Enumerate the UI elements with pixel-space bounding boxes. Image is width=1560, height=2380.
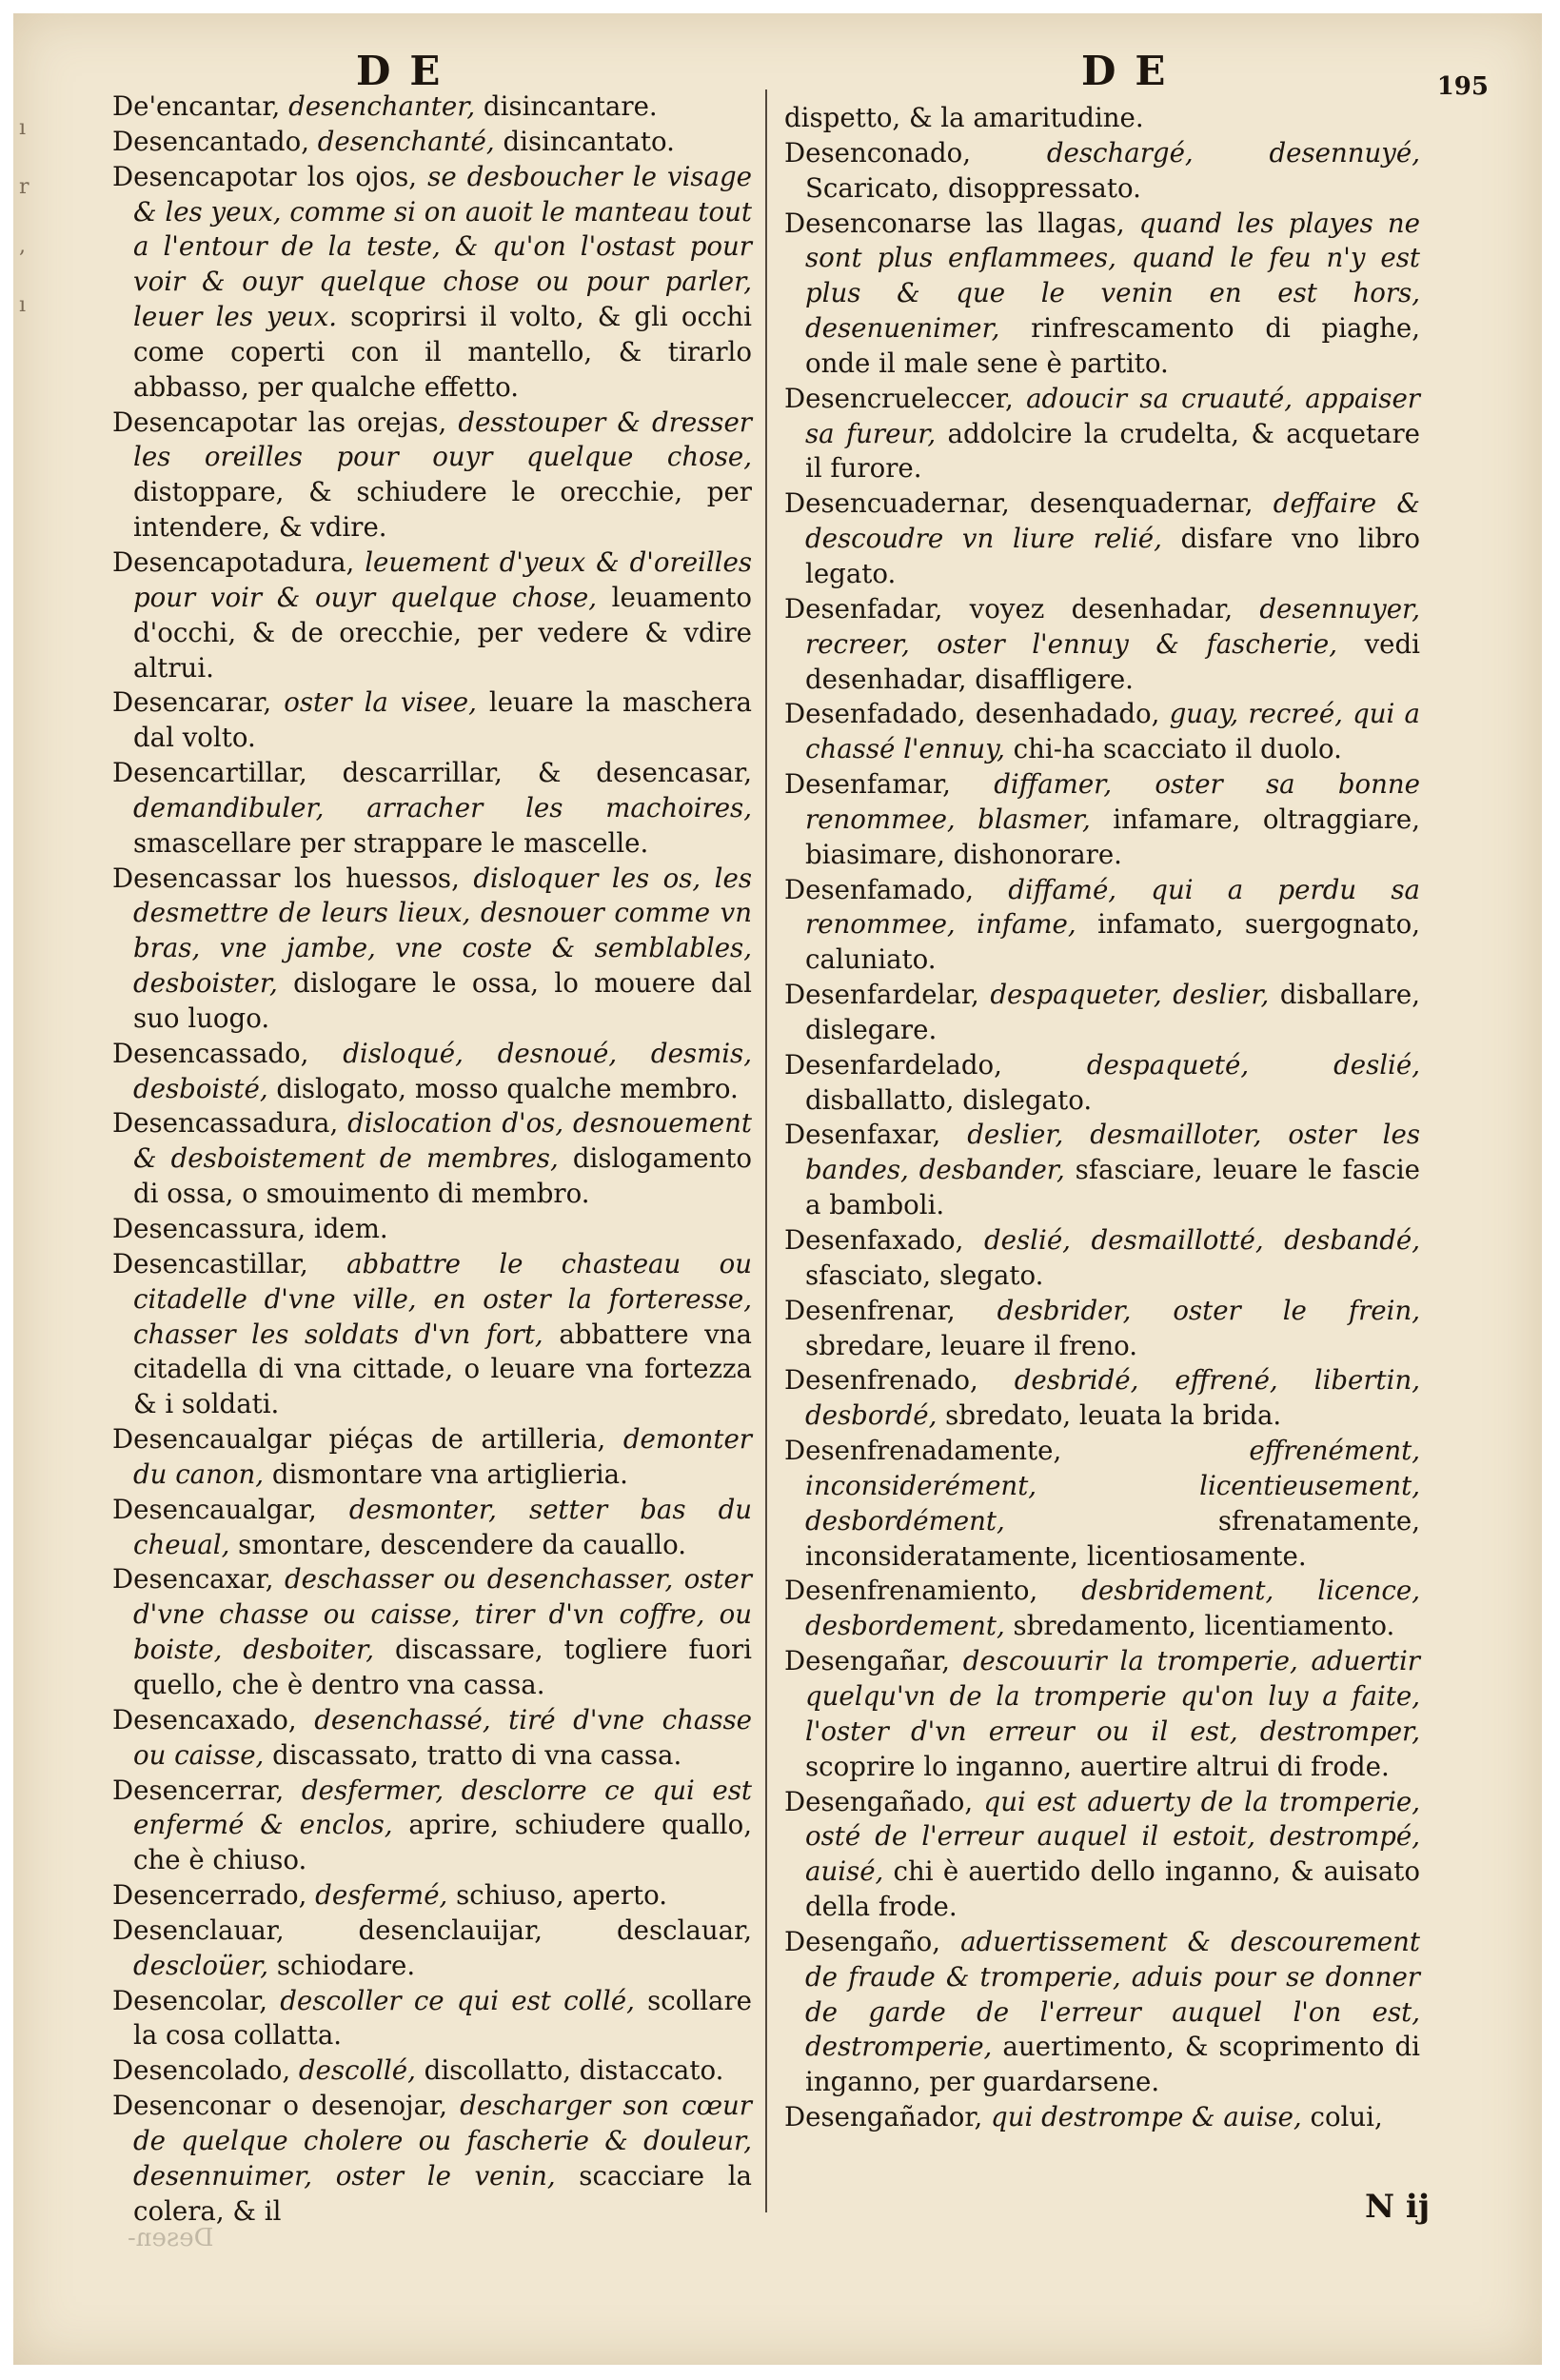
show-through-text: Desen- [128, 2224, 214, 2252]
entry-italian: disballare, dislegare. [805, 979, 1420, 1045]
dictionary-entry [112, 1247, 752, 1422]
entry-italian: idem. [313, 1213, 388, 1244]
dictionary-entry [784, 767, 1420, 873]
entry-french: desbridement, licence, desbordement, [805, 1575, 1420, 1642]
entry-italian: scollare la cosa collatta. [133, 1984, 752, 2052]
dictionary-entry [784, 486, 1420, 592]
entry-french: deslié, desmaillotté, desbandé, [984, 1224, 1420, 1256]
entry-french: descloüer, [133, 1949, 269, 1981]
entry-french: desstouper & dresser les oreilles pour ouyr quelque chose, [133, 406, 752, 473]
dictionary-entry [784, 101, 1420, 136]
entry-french: dislocation d'os, desnouement & desboistement de membres, [133, 1107, 752, 1175]
entry-italian: distoppare, & schiudere le orecchie, per intendere, & vdire. [133, 476, 752, 544]
dictionary-entry [784, 136, 1420, 207]
entry-headword: Desencaualgar, [112, 1493, 317, 1525]
entry-french: aduertissement & descourement de fraude & tromperie, aduis pour se donner de garde de l'erreur auquel l'on est, destromperie, [805, 1925, 1420, 2063]
entry-headword: Desenclauar, desenclauijar, desclauar, [112, 1914, 752, 1946]
entry-french: desfermé, [315, 1879, 448, 1912]
entry-italian: sbredamento, licentiamento. [1013, 1610, 1395, 1642]
dictionary-entry [784, 1223, 1420, 1294]
entry-italian: dispetto, & la amaritudine. [784, 102, 1144, 133]
dictionary-entry [784, 207, 1420, 382]
entry-headword: Desengañado, [784, 1785, 974, 1817]
entry-headword: Desencaxar, [112, 1563, 274, 1596]
entry-italian: colui, [1310, 2101, 1383, 2133]
entry-italian: sfasciato, slegato. [805, 1259, 1044, 1291]
entry-headword: Desencassado, [112, 1037, 309, 1069]
entry-italian: sbredato, leuata la brida. [945, 1399, 1282, 1432]
entry-french: oster la visee, [284, 686, 477, 719]
entry-headword: Desenfrenadamente, [784, 1435, 1062, 1467]
dictionary-entry [112, 756, 752, 862]
column-rule [765, 89, 767, 2212]
entry-headword: Desenconado, [784, 136, 972, 169]
entry-french: descharger son cœur de quelque cholere ou fascherie & douleur, desennuimer, oster le venin, [133, 2090, 752, 2192]
entry-french: desennuyer, recreer, oster l'ennuy & fascherie, [805, 592, 1420, 660]
entry-french: quand les playes ne sont plus enflammees, quand le feu n'y est plus & que le venin en est hors, desenuenimer, [805, 207, 1420, 345]
dictionary-entry [784, 1294, 1420, 1364]
entry-italian: sbredare, leuare il freno. [805, 1329, 1138, 1361]
entry-french: desbridé, effrené, libertin, desbordé, [805, 1364, 1420, 1432]
entry-headword: Desencassar los huessos, [112, 862, 460, 894]
entry-french: despaqueté, deslié, [1086, 1048, 1420, 1081]
entry-french: demandibuler, arracher les machoires, [133, 791, 752, 823]
entry-headword: Desenconar o desenojar, [112, 2090, 447, 2122]
entry-headword: De'encantar, [112, 90, 281, 122]
left-column [112, 89, 752, 2229]
entry-headword: Desencassadura, [112, 1107, 339, 1140]
entry-italian: schiodare. [276, 1949, 416, 1981]
entry-french: se desboucher le visage & les yeux, comme si on auoit le manteau tout a l'entour de la teste, & qu'on l'ostast pour voir & ouyr quelque chose ou pour parler, leuer les yeux. [133, 160, 752, 333]
entry-french: descouurir la tromperie, aduertir quelqu'vn de la tromperie qu'on luy a faite, l'oster d'vn erreur ou il est, destromper, [805, 1645, 1420, 1747]
entry-headword: Desencastillar, [112, 1247, 308, 1279]
entry-headword: Desenfrenar, [784, 1294, 956, 1326]
entry-french: desmonter, setter bas du cheual, [133, 1493, 753, 1560]
dictionary-entry [112, 1562, 752, 1702]
entry-french: guay, recreé, qui a chassé l'ennuy, [805, 698, 1420, 765]
entry-french: demonter du canon, [133, 1423, 752, 1490]
entry-italian: scoprire lo inganno, auertire altrui di frode. [805, 1750, 1390, 1782]
entry-headword: Desenfardelado, [784, 1048, 1002, 1081]
running-head-left: DE [356, 48, 460, 94]
dictionary-entry [112, 1037, 752, 1107]
entry-italian: chi-ha scacciato il duolo. [1013, 733, 1342, 765]
dictionary-entry [112, 1703, 752, 1774]
dictionary-entry [112, 125, 752, 160]
entry-french: effrenément, inconsiderément, licentieusement, desbordément, [805, 1435, 1420, 1537]
entry-headword: Desencrueleccer, [784, 382, 1014, 414]
entry-headword: Desenfamado, [784, 873, 975, 905]
entry-italian: disballatto, dislegato. [805, 1083, 1093, 1116]
entry-headword: Desenfaxado, [784, 1224, 964, 1256]
dictionary-entry [112, 160, 752, 406]
entry-italian: dislogamento di ossa, o smouimento di membro. [133, 1142, 752, 1210]
entry-headword: Desenfadar, voyez desenhadar, [784, 592, 1234, 625]
entry-french: adoucir sa cruauté, appaiser sa fureur, [805, 382, 1420, 449]
entry-french: abbattre le chasteau ou citadelle d'vne ville, en oster la forteresse, chasser les soldats d'vn fort, [133, 1247, 752, 1350]
entry-headword: Desencolado, [112, 2054, 291, 2087]
entry-headword: Desencerrado, [112, 1879, 307, 1912]
entry-french: deffaire & descoudre vn liure relié, [805, 487, 1420, 555]
entry-french: deschargé, desennuyé, [1046, 136, 1420, 169]
entry-french: desbrider, oster le frein, [997, 1294, 1420, 1326]
entry-french: desenchassé, tiré d'vne chasse ou caisse, [133, 1703, 752, 1771]
entry-italian: discollatto, distaccato. [424, 2054, 724, 2087]
entry-french: leuement d'yeux & d'oreilles pour voir & ouyr quelque chose, [133, 545, 752, 613]
dictionary-entry [112, 1984, 752, 2054]
entry-headword: Desenfaxar, [784, 1119, 941, 1151]
entry-italian: vedi desenhadar, disaffligere. [805, 627, 1420, 695]
dictionary-entry [784, 1574, 1420, 1644]
entry-italian: dislogare le ossa, lo mouere dal suo luogo. [133, 967, 752, 1034]
entry-headword: Desencerrar, [112, 1774, 285, 1806]
dictionary-entry [784, 1363, 1420, 1434]
entry-italian: scoprirsi il volto, & gli occhi come coperti con il mantello, & tirarlo abbasso, per qualche effetto. [133, 301, 752, 403]
entry-headword: Desencuadernar, desenquadernar, [784, 487, 1254, 520]
entry-french: disloquer les os, les desmettre de leurs lieux, desnouer comme vn bras, vne jambe, vne coste & semblables, desboister, [133, 862, 752, 1000]
entry-french: despaqueter, deslier, [990, 979, 1270, 1011]
dictionary-entry [112, 2053, 752, 2089]
entry-headword: Desencaxado, [112, 1703, 297, 1735]
entry-french: desfermer, desclorre ce qui est enfermé & enclos, [133, 1774, 752, 1841]
dictionary-entry [112, 862, 752, 1037]
entry-french: qui est aduerty de la tromperie, osté de l'erreur auquel il estoit, destrompé, auisé, [805, 1785, 1420, 1888]
entry-headword: Desenfamar, [784, 768, 951, 801]
entry-french: deschasser ou desenchasser, oster d'vne chasse ou caisse, tirer d'vn coffre, ou boiste, desboiter, [133, 1563, 752, 1666]
dictionary-entry [112, 1914, 752, 1984]
page-number: 195 [1436, 72, 1489, 101]
dictionary-entry [784, 1434, 1420, 1574]
entry-headword: Desenfrenamiento, [784, 1575, 1038, 1607]
dictionary-entry [112, 685, 752, 756]
dictionary-entry [784, 1785, 1420, 1925]
margin-bleed-marks: ı r , ı [19, 116, 30, 317]
entry-headword: Desencapotadura, [112, 545, 355, 578]
dictionary-entry [784, 873, 1420, 979]
dictionary-entry [112, 1493, 752, 1563]
entry-headword: Desenfadado, desenhadado, [784, 698, 1160, 730]
entry-italian: infamare, oltraggiare, biasimare, dishonorare. [805, 803, 1420, 870]
entry-italian: aprire, schiudere quallo, che è chiuso. [133, 1809, 752, 1876]
entry-headword: Desengañar, [784, 1645, 950, 1677]
entry-french: desenchanté, [317, 125, 495, 157]
entry-italian: discassare, togliere fuori quello, che è dentro vna cassa. [133, 1634, 752, 1700]
book-page [13, 13, 1542, 2365]
entry-italian: infamato, suergognato, caluniato. [805, 908, 1420, 976]
entry-french: diffamé, qui a perdu sa renommee, infame, [805, 873, 1420, 941]
entry-headword: Desencapotar las orejas, [112, 406, 447, 438]
entry-headword: Desencantado, [112, 125, 309, 157]
dictionary-entry [112, 89, 752, 125]
dictionary-entry [784, 978, 1420, 1048]
dictionary-entry [112, 1212, 752, 1247]
dictionary-entry [112, 1106, 752, 1212]
dictionary-entry [112, 1422, 752, 1493]
dictionary-entry [112, 545, 752, 685]
entry-italian: addolcire la crudelta, & acquetare il furore. [805, 417, 1421, 485]
running-head-right: DE [1081, 48, 1185, 94]
entry-italian: leuamento d'occhi, & de orecchie, per vedere & vdire altrui. [133, 581, 752, 684]
dictionary-entry [112, 1774, 752, 1879]
entry-italian: abbattere vna citadella di vna cittade, o leuare vna fortezza & i soldati. [133, 1318, 752, 1420]
dictionary-entry [784, 592, 1420, 698]
entry-italian: discassato, tratto di vna cassa. [272, 1738, 682, 1771]
right-column [784, 101, 1420, 2135]
signature-mark: N ij [1365, 2188, 1431, 2226]
entry-italian: sfasciare, leuare le fascie a bamboli. [805, 1154, 1420, 1221]
entry-headword: Desencartillar, descarrillar, & desencasar, [112, 757, 752, 789]
entry-french: descollé, [298, 2054, 416, 2087]
entry-italian: scacciare la colera, & il [133, 2159, 752, 2227]
entry-french: diffamer, oster sa bonne renommee, blasmer, [805, 768, 1420, 835]
entry-italian: chi è auertido dello inganno, & auisato della frode. [805, 1855, 1420, 1923]
entry-italian: schiuso, aperto. [456, 1879, 668, 1912]
dictionary-entry [112, 1878, 752, 1914]
entry-italian: Scaricato, disoppressato. [805, 171, 1141, 204]
entry-headword: Desencaualgar piéças de artilleria, [112, 1423, 606, 1456]
dictionary-entry [784, 1925, 1420, 2100]
entry-italian: leuare la maschera dal volto. [133, 686, 752, 754]
entry-french: desenchanter, [288, 90, 476, 122]
dictionary-entry [784, 1644, 1420, 1784]
dictionary-entry [784, 1048, 1420, 1119]
entry-italian: disincantare. [483, 90, 658, 122]
entry-french: deslier, desmailloter, oster les bandes, desbander, [805, 1119, 1420, 1186]
entry-headword: Desengaño, [784, 1925, 940, 1957]
entry-italian: disincantato. [503, 125, 675, 157]
entry-headword: Desenfardelar, [784, 979, 979, 1011]
dictionary-entry [784, 1118, 1420, 1223]
entry-headword: Desencapotar los ojos, [112, 160, 418, 192]
dictionary-entry [784, 2100, 1420, 2135]
entry-italian: rinfrescamento di piaghe, onde il male sene è partito. [805, 312, 1420, 379]
entry-italian: disfare vno libro legato. [805, 523, 1420, 589]
entry-italian: sfrenatamente, inconsideratamente, licentiosamente. [805, 1504, 1420, 1572]
dictionary-entry [784, 697, 1420, 767]
entry-headword: Desenconarse las llagas, [784, 207, 1125, 239]
entry-italian: dismontare vna artiglieria. [271, 1458, 628, 1490]
entry-italian: smontare, descendere da cauallo. [238, 1528, 687, 1560]
entry-headword: Desengañador, [784, 2101, 983, 2133]
entry-headword: Desencolar, [112, 1984, 267, 2016]
entry-french: qui destrompe & auise, [991, 2101, 1302, 2133]
entry-italian: dislogato, mosso qualche membro. [276, 1072, 739, 1104]
dictionary-entry [112, 2089, 752, 2229]
entry-french: descoller ce qui est collé, [280, 1984, 635, 2016]
entry-headword: Desenfrenado, [784, 1364, 978, 1397]
entry-italian: smascellare per strappare le mascelle. [133, 826, 649, 859]
entry-french: disloqué, desnoué, desmis, desboisté, [133, 1037, 752, 1104]
entry-italian: auertimento, & scoprimento di inganno, per guardarsene. [805, 2031, 1420, 2098]
dictionary-entry [784, 382, 1420, 487]
entry-headword: Desencassura, [112, 1213, 306, 1244]
entry-headword: Desencarar, [112, 686, 272, 719]
dictionary-entry [112, 406, 752, 545]
